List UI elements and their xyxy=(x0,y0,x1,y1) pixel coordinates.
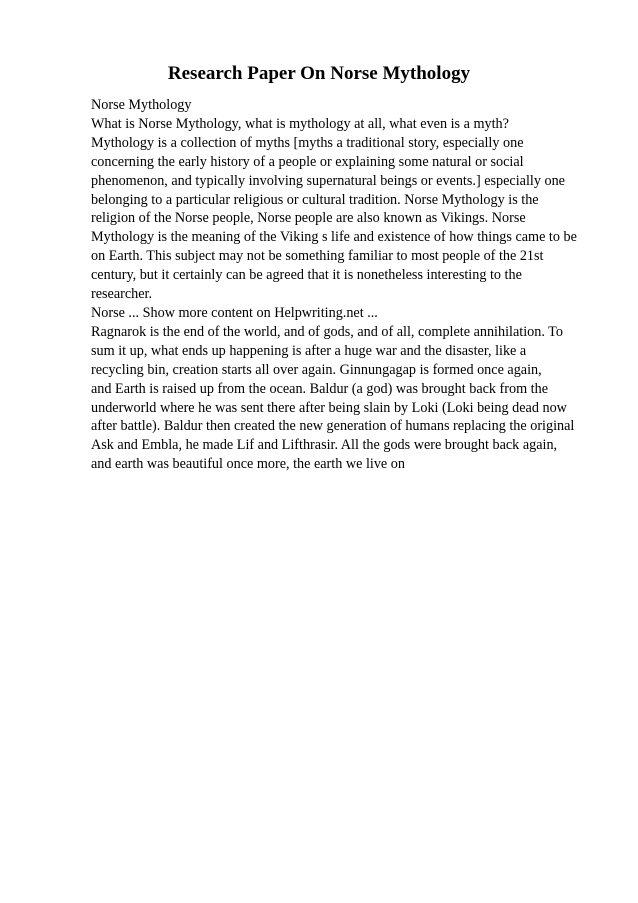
body-line: and Earth is raised up from the ocean. Baldur (a god) was brought back from the xyxy=(91,380,549,397)
body-line: Ragnarok is the end of the world, and of gods, and of all, complete annihilation. To xyxy=(91,323,563,340)
body-line: What is Norse Mythology, what is mythology at all, what even is a myth? xyxy=(91,115,509,132)
body-line: phenomenon, and typically involving supernatural beings or events.] especially one xyxy=(91,172,565,189)
body-line: Ask and Embla, he made Lif and Lifthrasir. All the gods were brought back again, xyxy=(91,437,558,454)
body-line: Norse Mythology xyxy=(91,97,192,113)
body-line: underworld where he was sent there after being slain by Loki (Loki being dead now xyxy=(91,399,567,416)
body-line: after battle). Baldur then created the new generation of humans replacing the original xyxy=(91,418,575,435)
body-line: researcher. xyxy=(91,286,153,303)
body-line: Mythology is the meaning of the Viking s life and existence of how things came to be xyxy=(91,229,577,246)
body-line: sum it up, what ends up happening is after a huge war and the disaster, like a xyxy=(91,342,527,359)
body-line: and earth was beautiful once more, the earth we live on xyxy=(91,456,405,473)
show-more-line: Norse ... Show more content on Helpwriting.net ... xyxy=(91,304,378,321)
body-line: recycling bin, creation starts all over again. Ginnungagap is formed once again, xyxy=(91,361,542,378)
body-line: on Earth. This subject may not be something familiar to most people of the 21st xyxy=(91,248,544,265)
body-line: century, but it certainly can be agreed that it is nonetheless interesting to the xyxy=(91,267,522,284)
body-line: Mythology is a collection of myths [myths a traditional story, especially one xyxy=(91,134,524,151)
body-line: religion of the Norse people, Norse people are also known as Vikings. Norse xyxy=(91,210,526,227)
document-body xyxy=(91,96,591,474)
body-line: belonging to a particular religious or cultural tradition. Norse Mythology is the xyxy=(91,191,539,208)
document-title: Research Paper On Norse Mythology xyxy=(167,63,471,84)
body-line: concerning the early history of a people or explaining some natural or social xyxy=(91,153,524,170)
